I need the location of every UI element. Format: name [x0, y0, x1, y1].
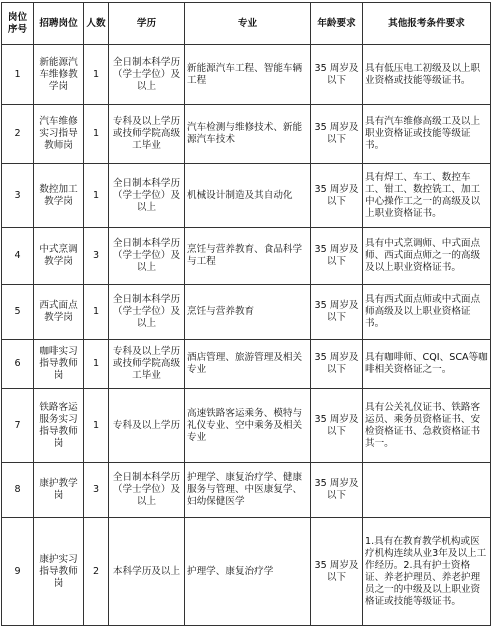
major: 高速铁路客运乘务、模特与礼仪专业、空中乘务及相关专业 [185, 389, 311, 463]
major: 新能源汽车工程、智能车辆工程 [185, 45, 311, 105]
major: 机械设计制造及其自动化 [185, 164, 311, 228]
table-row [2, 389, 491, 463]
post-name: 数控加工教学岗 [34, 164, 84, 228]
age-requirement: 35 周岁及以下 [311, 228, 363, 285]
major: 烹饪与营养教育、食品科学与工程 [185, 228, 311, 285]
major: 酒店管理、旅游管理及相关专业 [185, 340, 311, 389]
major: 护理学、康复治疗学、健康服务与管理、中医康复学、妇幼保健医学 [185, 463, 311, 518]
row-number: 5 [2, 285, 34, 340]
post-name: 咖啡实习指导教师岗 [34, 340, 84, 389]
education: 全日制本科学历（学士学位）及以上 [109, 228, 185, 285]
table-row [2, 340, 491, 389]
headcount: 3 [84, 228, 109, 285]
header-cell: 学历 [109, 3, 185, 45]
headcount: 1 [84, 389, 109, 463]
age-requirement: 35 周岁及以下 [311, 285, 363, 340]
other-requirements: 具有公关礼仪证书、铁路客运员、乘务员资格证书、安检资格证书、急救资格证书其一。 [363, 389, 491, 463]
header-cell: 其他报考条件要求 [363, 3, 491, 45]
row-number: 2 [2, 105, 34, 164]
post-name: 康护教学岗 [34, 463, 84, 518]
age-requirement: 35 周岁及以下 [311, 45, 363, 105]
education: 专科及以上学历 [109, 389, 185, 463]
table-row [2, 105, 491, 164]
other-requirements: 具有低压电工初级及以上职业资格或技能等级证书。 [363, 45, 491, 105]
post-name: 汽车维修实习指导教师岗 [34, 105, 84, 164]
row-number: 9 [2, 518, 34, 626]
row-number: 1 [2, 45, 34, 105]
age-requirement: 35 周岁及以下 [311, 463, 363, 518]
major: 烹饪与营养教育 [185, 285, 311, 340]
other-requirements: 具有汽车维修高级工及以上职业资格证或技能等级证书。 [363, 105, 491, 164]
table-row [2, 518, 491, 626]
post-name: 康护实习指导教师岗 [34, 518, 84, 626]
other-requirements: 具有咖啡师、CQI、SCA等咖啡相关资格证之一。 [363, 340, 491, 389]
education: 专科及以上学历或技师学院高级工毕业 [109, 105, 185, 164]
table-row [2, 45, 491, 105]
headcount: 1 [84, 285, 109, 340]
headcount: 1 [84, 164, 109, 228]
headcount: 1 [84, 105, 109, 164]
age-requirement: 35 周岁及以下 [311, 105, 363, 164]
other-requirements: 具有西式面点师或中式面点师高级及以上职业资格证书。 [363, 285, 491, 340]
row-number: 8 [2, 463, 34, 518]
header-cell: 招聘岗位 [34, 3, 84, 45]
age-requirement: 35 周岁及以下 [311, 164, 363, 228]
row-number: 7 [2, 389, 34, 463]
header-row [2, 3, 491, 45]
table-row [2, 228, 491, 285]
education: 本科学历及以上 [109, 518, 185, 626]
table-row [2, 463, 491, 518]
education: 全日制本科学历（学士学位）及以上 [109, 164, 185, 228]
recruitment-table [1, 2, 491, 626]
education: 全日制本科学历（学士学位）及以上 [109, 463, 185, 518]
other-requirements [363, 463, 491, 518]
headcount: 2 [84, 518, 109, 626]
post-name: 新能源汽车维修教学岗 [34, 45, 84, 105]
education: 全日制本科学历（学士学位）及以上 [109, 285, 185, 340]
post-name: 铁路客运服务实习指导教师岗 [34, 389, 84, 463]
post-name: 西式面点教学岗 [34, 285, 84, 340]
major: 汽车检测与维修技术、新能源汽车技术 [185, 105, 311, 164]
headcount: 3 [84, 463, 109, 518]
header-cell: 专业 [185, 3, 311, 45]
headcount: 1 [84, 340, 109, 389]
header-cell: 岗位序号 [2, 3, 34, 45]
education: 全日制本科学历（学士学位）及以上 [109, 45, 185, 105]
other-requirements: 具有焊工、车工、数控车工、钳工、数控铣工、加工中心操作工之一的高级及以上职业资格证书。 [363, 164, 491, 228]
row-number: 6 [2, 340, 34, 389]
other-requirements: 1.具有在教育教学机构或医疗机构连续从业3年及以上工作经历。2.具有护士资格证、养老护理员、养老护理员之一的中级及以上职业资格证或技能等级证书。 [363, 518, 491, 626]
table-row [2, 164, 491, 228]
row-number: 4 [2, 228, 34, 285]
age-requirement: 35 周岁及以下 [311, 340, 363, 389]
education: 专科及以上学历或技师学院高级工毕业 [109, 340, 185, 389]
age-requirement: 35 周岁及以下 [311, 389, 363, 463]
headcount: 1 [84, 45, 109, 105]
table-row [2, 285, 491, 340]
major: 护理学、康复治疗学 [185, 518, 311, 626]
row-number: 3 [2, 164, 34, 228]
header-cell: 人数 [84, 3, 109, 45]
age-requirement: 35 周岁及以下 [311, 518, 363, 626]
header-cell: 年龄要求 [311, 3, 363, 45]
post-name: 中式烹调教学岗 [34, 228, 84, 285]
other-requirements: 具有中式烹调师、中式面点师、西式面点师之一的高级及以上职业资格证书。 [363, 228, 491, 285]
